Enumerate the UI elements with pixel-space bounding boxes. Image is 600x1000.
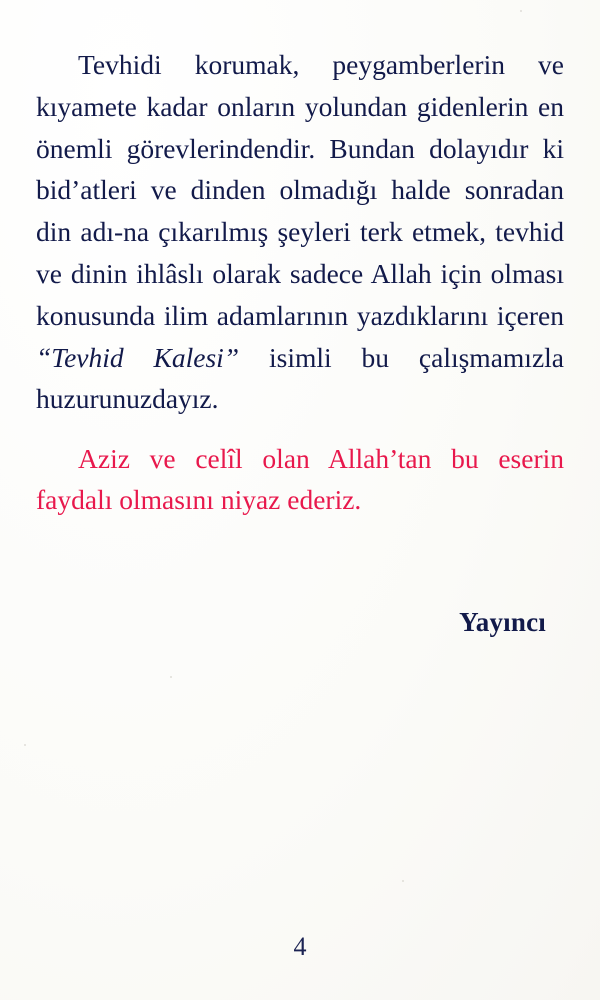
book-title-inline: “Tevhid Kalesi” [36,341,240,373]
body-paragraph-1 [36,44,564,420]
publisher-signature: Yayıncı [459,606,546,637]
paper-speck [170,676,172,678]
paragraph-1-text-before-title: Tevhidi korumak, peygamberlerin ve kıyamete kadar onların yolundan gidenlerin en önemli görevlerindendir. Bundan dolayıdır ki bid’atleri ve dinden olmadığı halde sonradan din adı-na çıkarılmış şeyleri terk etmek, tevhid ve dinin ihlâslı olarak sadece Allah için olması konusunda ilim adamlarının yazdıklarını içeren [36,49,564,331]
paper-speck [24,744,26,746]
page-number: 4 [293,932,307,961]
paragraph-1-text-after-title: isimli bu çalışmamızla huzurunuzdayız. [36,341,564,415]
body-paragraph-2-highlighted: Aziz ve celîl olan Allah’tan bu eserin faydalı olmasını niyaz ederiz. [36,443,564,516]
paper-speck [520,10,522,12]
paper-speck [402,880,404,882]
